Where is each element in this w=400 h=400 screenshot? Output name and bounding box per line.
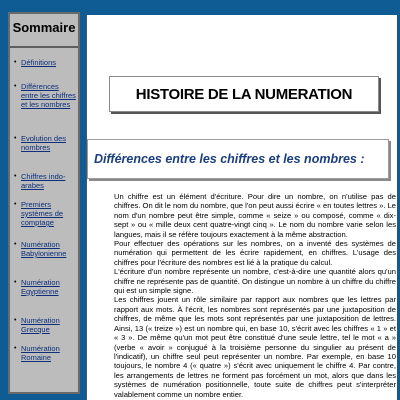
article-body <box>114 192 396 399</box>
sidebar <box>8 12 80 394</box>
bullet-icon: • <box>14 241 17 248</box>
bullet-icon: • <box>14 83 17 90</box>
section-heading: Différences entre les chiffres et les nombres : <box>94 152 365 166</box>
sidebar-title: Sommaire <box>12 20 76 35</box>
bullet-icon: • <box>14 201 17 208</box>
sidebar-item-label[interactable]: Numération Babylonienne <box>21 240 67 258</box>
sidebar-item-label[interactable]: Numération Egyptienne <box>21 278 60 296</box>
sidebar-item-label[interactable]: Evolution des nombres <box>21 134 67 152</box>
sidebar-item-premiers-systemes[interactable] <box>10 200 78 227</box>
main-content <box>86 15 397 400</box>
sidebar-item-romaine[interactable] <box>10 344 78 362</box>
sidebar-divider <box>10 46 78 48</box>
bullet-icon: • <box>14 279 17 286</box>
bullet-icon: • <box>14 317 17 324</box>
page-title: HISTOIRE DE LA NUMERATION <box>135 85 353 103</box>
bullet-icon: • <box>14 345 17 352</box>
sidebar-item-label[interactable]: Chiffres indo-arabes <box>21 172 66 190</box>
sidebar-item-differences[interactable] <box>10 82 78 109</box>
sidebar-item-grecque[interactable] <box>10 316 78 334</box>
paragraph: L'écriture d'un nombre représente un nombre, c'est-à-dire une quantité alors qu'un chiffre ne représente pas de quantité. On distingue un nombre à un chiffre du chiffre qui est un simple signe. <box>114 267 396 296</box>
sidebar-item-label[interactable]: Numération Romaine <box>21 344 60 362</box>
sidebar-item-label[interactable]: Différences entre les chiffres et les nombres <box>21 82 76 109</box>
paragraph: Un chiffre est un élément d'écriture. Pour dire un nombre, on n'utilise pas de chiffres. On dit le nom du nombre, que l'on peut aussi écrire « en toutes lettres ». Le nom d'un nombre peut être simple, comme « seize » ou composé, comme « dix-sept » ou « mille deux cent quatre-vingt cinq ». Le nom du nombre varie selon les langues, mais il se réfère toujours exactement à la même abstraction. <box>114 192 397 239</box>
sidebar-item-evolution[interactable] <box>10 134 78 152</box>
paragraph: Les chiffres jouent un rôle similaire par rapport aux nombres que les lettres par rapport aux mots. À l'écrit, les nombres sont représentés par une juxtaposition de chiffres, de même que les mots sont représentés par une juxtaposition de lettres. Ainsi, 13 (« treize ») est un nombre qui, en base 10, s'écrit avec les chiffres « 1 » et « 3 ». De même qu'un mot peut être constitué d'une seule lettre, tel le mot « a » (verbe « avoir » conjugué à la troisième personne du singulier au présent de l'indicatif), un chiffre seul peut représenter un nombre. Par exemple, en base 10 toujours, le nombre 4 (« quatre ») s'écrit avec uniquement le chiffre 4. Par contre, les arrangements de lettres ne forment pas forcément un mot, alors que dans les systèmes de numération positionnelle, toute suite de chiffres peut s'interpréter valablement comme un nombre entier. <box>114 295 396 399</box>
sidebar-item-label[interactable]: Définitions <box>21 58 57 67</box>
bullet-icon: • <box>14 59 17 66</box>
sidebar-item-label[interactable]: Numération Grecque <box>21 316 60 334</box>
sidebar-item-egyptienne[interactable] <box>10 278 78 296</box>
bullet-icon: • <box>14 135 17 142</box>
sidebar-item-definitions[interactable] <box>10 58 78 67</box>
section-heading-box <box>87 139 389 179</box>
bullet-icon: • <box>14 173 17 180</box>
paragraph: Pour effectuer des opérations sur les nombres, on a inventé des systèmes de numération qui permettent de les écrire rapidement, en chiffres. L'usage des chiffres pour l'écriture des nombres est lié à la pratique du calcul. <box>114 239 396 267</box>
sidebar-item-label[interactable]: Premiers systèmes de comptage <box>21 200 64 227</box>
page-title-box <box>109 76 379 112</box>
sidebar-item-indo-arabes[interactable] <box>10 172 78 190</box>
sidebar-item-babylonienne[interactable] <box>10 240 78 258</box>
